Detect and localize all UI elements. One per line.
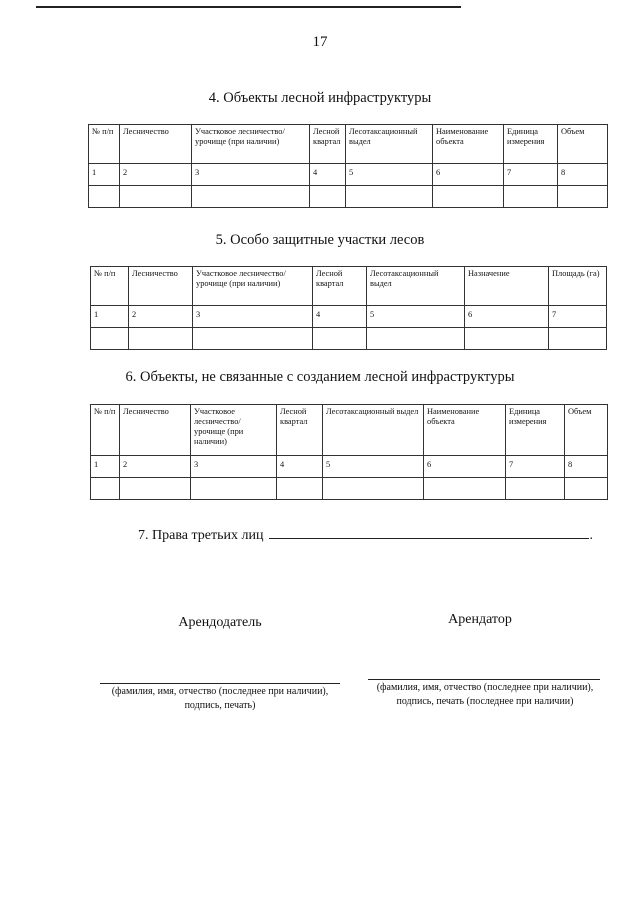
empty-cell <box>91 478 120 500</box>
header-cell: Наименование объекта <box>424 405 506 456</box>
section-4-title: 4. Объекты лесной инфраструктуры <box>208 90 432 106</box>
table-cell: 1 <box>91 306 129 328</box>
table-cell: 3 <box>191 456 277 478</box>
header-cell: Лесничество <box>120 125 192 164</box>
table-cell: 5 <box>367 306 465 328</box>
header-cell: Назначение <box>465 267 549 306</box>
empty-cell <box>346 186 433 208</box>
header-cell: Лесной квартал <box>310 125 346 164</box>
lessee-note-line-1: (фамилия, имя, отчество (последнее при наличии), <box>376 682 594 693</box>
header-cell: Участковое лесничество/урочище (при наличии) <box>192 125 310 164</box>
section-5-title: 5. Особо защитные участки лесов <box>215 232 425 248</box>
table-cell: 1 <box>89 164 120 186</box>
lessee-note-line-2: подпись, печать (последнее при наличии) <box>396 695 574 707</box>
empty-cell <box>565 478 608 500</box>
table-number-row <box>91 456 608 478</box>
empty-cell <box>120 186 192 208</box>
empty-cell <box>193 328 313 350</box>
empty-cell <box>367 328 465 350</box>
table-cell: 6 <box>424 456 506 478</box>
header-cell: Лесничество <box>129 267 193 306</box>
table-header-row <box>91 267 607 306</box>
empty-cell <box>191 478 277 500</box>
header-cell: Лесной квартал <box>277 405 323 456</box>
table-header-row <box>89 125 608 164</box>
lessee-signature-note <box>355 681 615 708</box>
empty-cell <box>323 478 424 500</box>
table-cell: 7 <box>506 456 565 478</box>
empty-cell <box>433 186 504 208</box>
header-cell: № п/п <box>89 125 120 164</box>
table-cell: 8 <box>558 164 608 186</box>
empty-cell <box>558 186 608 208</box>
empty-cell <box>313 328 367 350</box>
empty-cell <box>424 478 506 500</box>
lessor-signature-note <box>90 685 350 712</box>
table-cell: 3 <box>192 164 310 186</box>
empty-cell <box>192 186 310 208</box>
table-cell: 4 <box>310 164 346 186</box>
header-cell: № п/п <box>91 405 120 456</box>
header-cell: Единица измерения <box>506 405 565 456</box>
third-party-rights-label: 7. Права третьих лиц <box>138 528 264 543</box>
header-cell: № п/п <box>91 267 129 306</box>
lessor-note-line-1: (фамилия, имя, отчество (последнее при наличии), <box>111 686 329 697</box>
empty-cell <box>91 328 129 350</box>
table-cell: 4 <box>313 306 367 328</box>
header-cell: Лесотаксационный выдел <box>346 125 433 164</box>
section-4-table <box>88 124 608 208</box>
lessor-signature-line <box>100 683 340 684</box>
header-cell: Лесотаксационный выдел <box>323 405 424 456</box>
table-cell: 7 <box>504 164 558 186</box>
section-6-title: 6. Объекты, не связанные с созданием лесной инфраструктуры <box>125 369 515 385</box>
table-cell: 6 <box>465 306 549 328</box>
third-party-rights <box>138 526 593 544</box>
table-empty-row <box>91 328 607 350</box>
header-cell: Лесничество <box>120 405 191 456</box>
header-cell: Объем <box>565 405 608 456</box>
header-cell: Площадь (га) <box>549 267 607 306</box>
header-cell: Объем <box>558 125 608 164</box>
table-cell: 3 <box>193 306 313 328</box>
empty-cell <box>129 328 193 350</box>
table-cell: 2 <box>129 306 193 328</box>
table-empty-row <box>89 186 608 208</box>
table-cell: 2 <box>120 456 191 478</box>
empty-cell <box>310 186 346 208</box>
table-cell: 4 <box>277 456 323 478</box>
table-cell: 1 <box>91 456 120 478</box>
table-empty-row <box>91 478 608 500</box>
table-header-row <box>91 405 608 456</box>
table-cell: 6 <box>433 164 504 186</box>
header-cell: Участковое лесничество/ урочище (при наличии) <box>191 405 277 456</box>
table-cell: 5 <box>323 456 424 478</box>
empty-cell <box>465 328 549 350</box>
fill-in-line <box>269 526 589 539</box>
header-cell: Участковое лесничество/урочище (при наличии) <box>193 267 313 306</box>
header-cell: Наименование объекта <box>433 125 504 164</box>
header-cell: Лесной квартал <box>313 267 367 306</box>
empty-cell <box>120 478 191 500</box>
header-cell: Единица измерения <box>504 125 558 164</box>
table-number-row <box>89 164 608 186</box>
lessee-signature-line <box>368 679 600 680</box>
trailing-period: . <box>589 528 593 543</box>
table-cell: 7 <box>549 306 607 328</box>
empty-cell <box>89 186 120 208</box>
page-number: 17 <box>312 34 328 50</box>
empty-cell <box>549 328 607 350</box>
section-5-table <box>90 266 607 350</box>
empty-cell <box>506 478 565 500</box>
empty-cell <box>504 186 558 208</box>
top-border-line <box>36 6 461 8</box>
header-cell: Лесотаксационный выдел <box>367 267 465 306</box>
section-6-table <box>90 404 608 500</box>
table-cell: 5 <box>346 164 433 186</box>
table-cell: 8 <box>565 456 608 478</box>
lessor-label: Арендодатель <box>178 615 262 630</box>
empty-cell <box>277 478 323 500</box>
table-number-row <box>91 306 607 328</box>
lessor-note-line-2: подпись, печать) <box>184 699 256 711</box>
table-cell: 2 <box>120 164 192 186</box>
lessee-label: Арендатор <box>448 612 512 627</box>
